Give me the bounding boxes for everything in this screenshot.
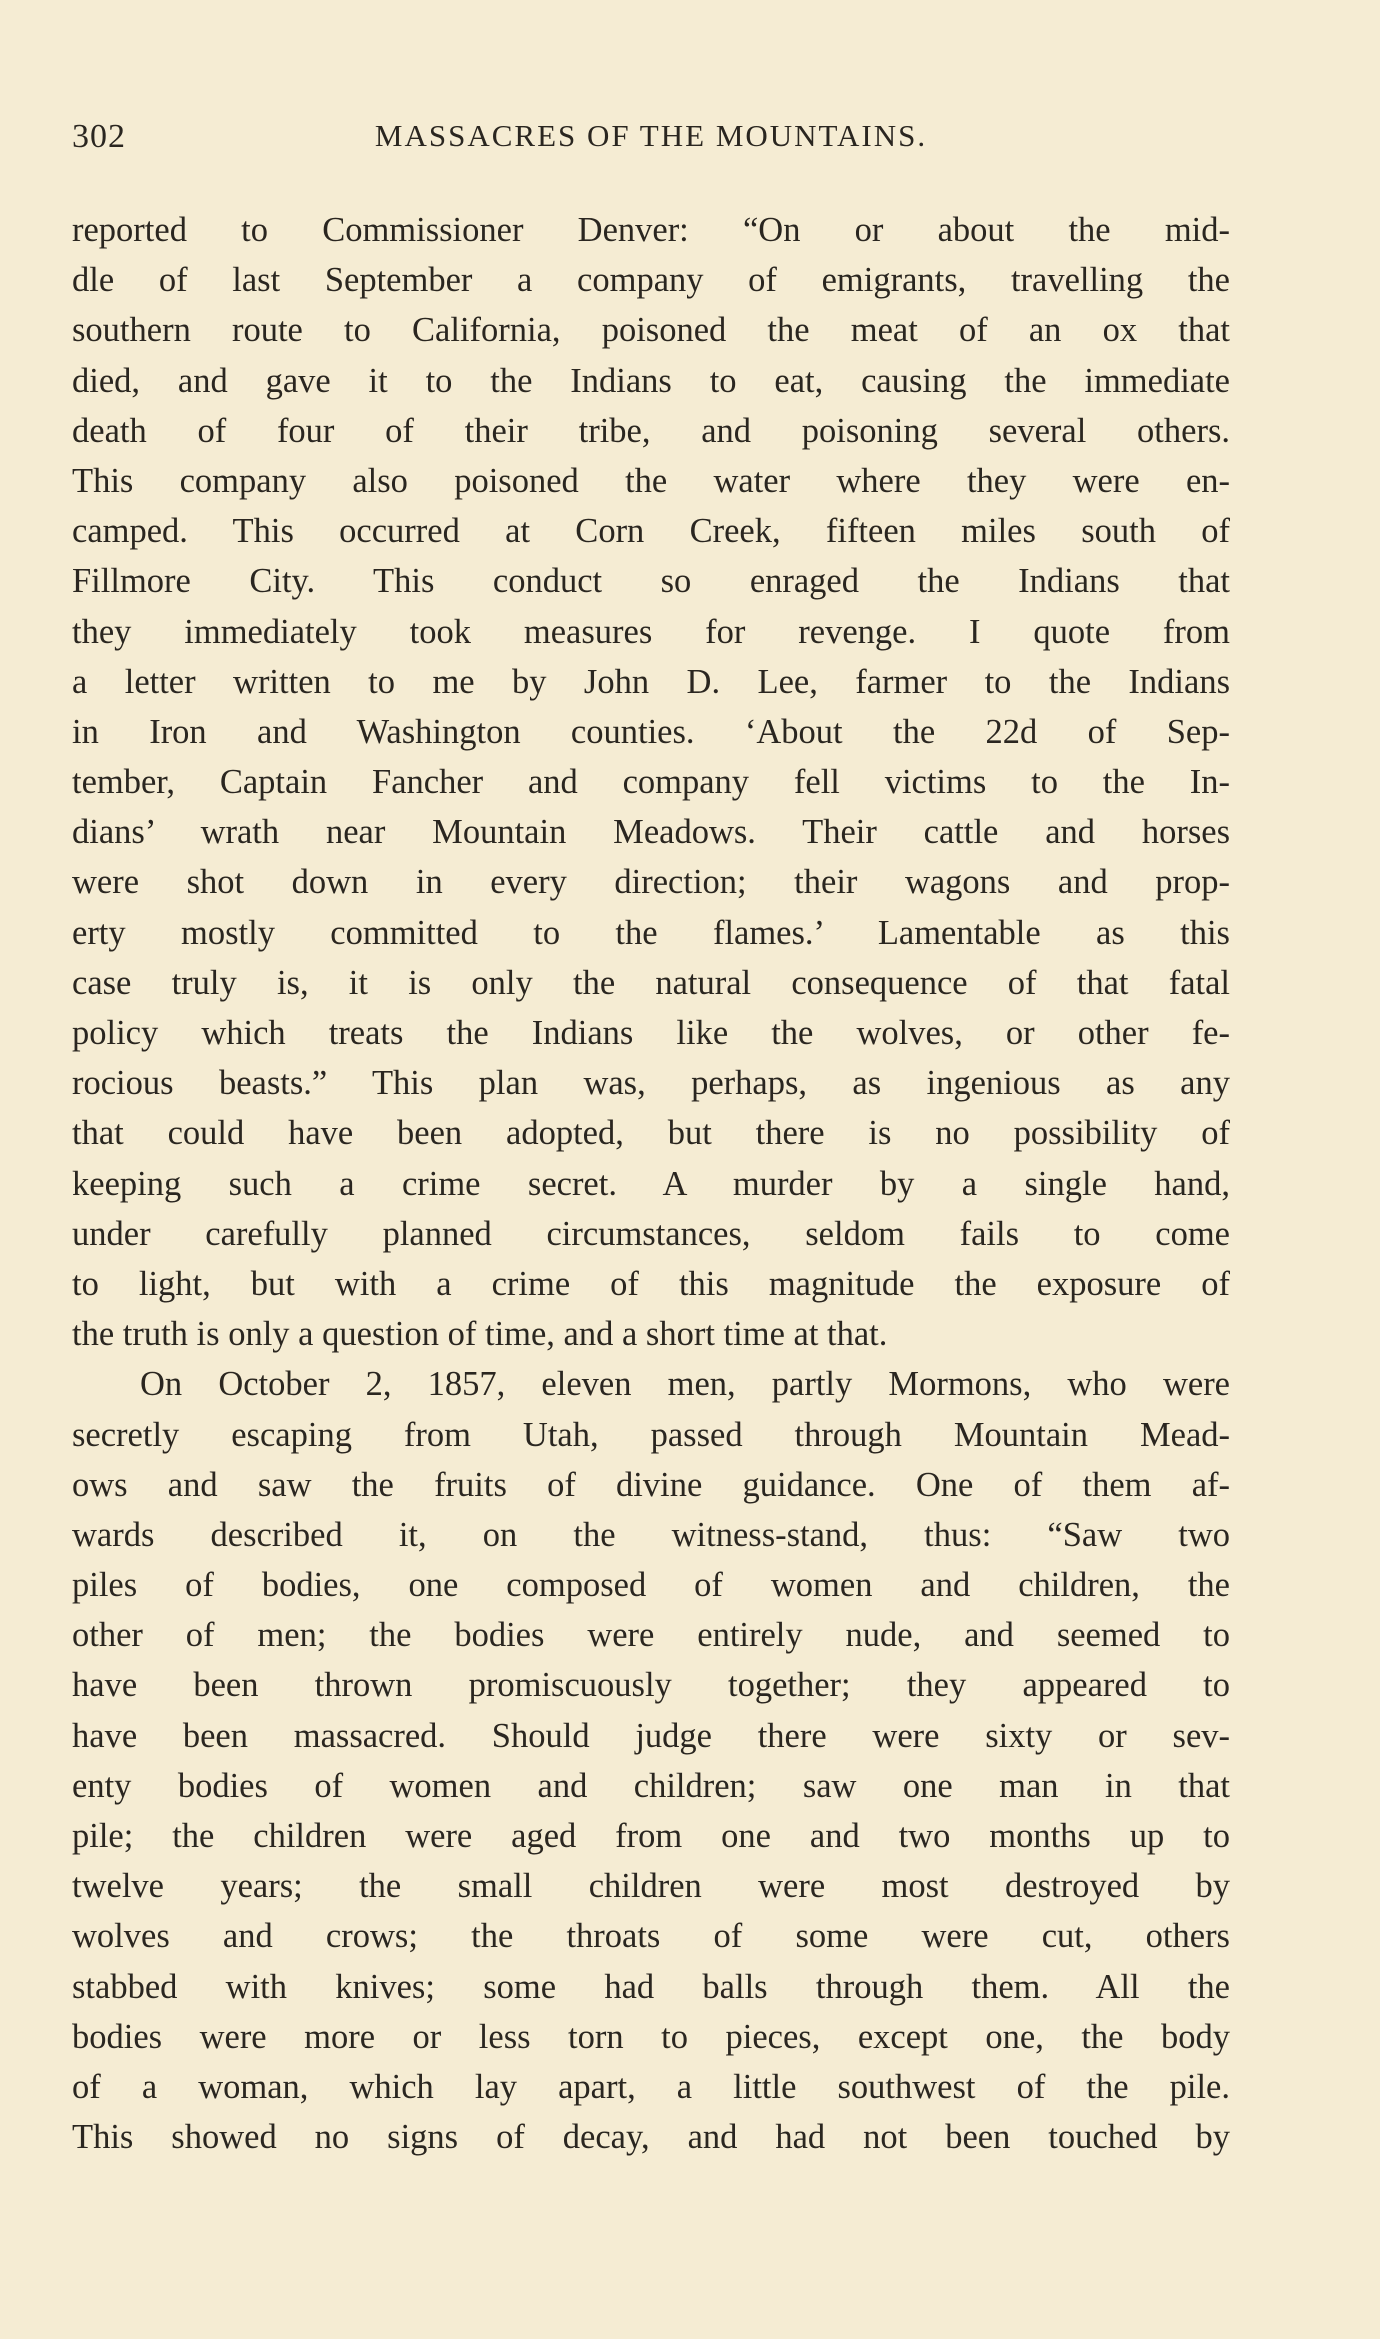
text-line: were shot down in every direction; their wagons and prop- — [72, 863, 1230, 902]
text-line: they immediately took measures for revenge. I quote from — [72, 612, 1230, 651]
text-line: twelve years; the small children were most destroyed by — [72, 1867, 1230, 1906]
paragraph-first-line: On October 2, 1857, eleven men, partly Mormons, who were — [140, 1365, 1230, 1404]
text-line: death of four of their tribe, and poisoning several others. — [72, 411, 1230, 450]
text-line: the truth is only a question of time, and a short time at that. — [72, 1315, 888, 1354]
text-line: stabbed with knives; some had balls through them. All the — [72, 1967, 1230, 2006]
text-line: reported to Commissioner Denver: “On or about the mid- — [72, 211, 1230, 249]
text-line: of a woman, which lay apart, a little southwest of the pile. — [72, 2067, 1230, 2106]
text-line: This showed no signs of decay, and had not been touched by — [72, 2118, 1230, 2157]
running-head — [72, 118, 1230, 168]
text-line: dians’ wrath near Mountain Meadows. Their cattle and horses — [72, 813, 1230, 852]
text-line: secretly escaping from Utah, passed through Mountain Mead- — [72, 1415, 1230, 1454]
text-line: pile; the children were aged from one and two months up to — [72, 1817, 1230, 1855]
text-line: ows and saw the fruits of divine guidance. One of them af- — [72, 1465, 1230, 1504]
page-number: 302 — [72, 118, 126, 155]
text-line: died, and gave it to the Indians to eat, causing the immediate — [72, 361, 1230, 400]
text-line: wards described it, on the witness-stand, thus: “Saw two — [72, 1515, 1230, 1554]
text-line: Fillmore City. This conduct so enraged the Indians that — [72, 562, 1230, 601]
text-line: in Iron and Washington counties. ‘About the 22d of Sep- — [72, 712, 1230, 751]
text-line: to light, but with a crime of this magnitude the exposure of — [72, 1264, 1230, 1303]
text-line: rocious beasts.” This plan was, perhaps, as ingenious as any — [72, 1064, 1230, 1103]
running-title: MASSACRES OF THE MOUNTAINS. — [374, 118, 928, 153]
text-line: keeping such a crime secret. A murder by a single hand, — [72, 1164, 1230, 1203]
text-line: piles of bodies, one composed of women and children, the — [72, 1566, 1230, 1605]
text-line: This company also poisoned the water where they were en- — [72, 461, 1230, 500]
text-line: have been thrown promiscuously together; they appeared to — [72, 1666, 1230, 1705]
body-text — [72, 205, 1230, 2162]
text-line: a letter written to me by John D. Lee, farmer to the Indians — [72, 662, 1230, 701]
text-line: have been massacred. Should judge there were sixty or sev- — [72, 1716, 1230, 1755]
text-line: under carefully planned circumstances, seldom fails to come — [72, 1214, 1230, 1253]
text-line: enty bodies of women and children; saw one man in that — [72, 1766, 1230, 1805]
text-line: dle of last September a company of emigrants, travelling the — [72, 261, 1230, 300]
text-line: tember, Captain Fancher and company fell victims to the In- — [72, 763, 1230, 802]
text-line: policy which treats the Indians like the wolves, or other fe- — [72, 1014, 1230, 1052]
text-line: other of men; the bodies were entirely nude, and seemed to — [72, 1616, 1230, 1655]
text-line: that could have been adopted, but there is no possibility of — [72, 1114, 1230, 1153]
text-line: wolves and crows; the throats of some were cut, others — [72, 1917, 1230, 1956]
text-line: southern route to California, poisoned the meat of an ox that — [72, 311, 1230, 350]
text-line: camped. This occurred at Corn Creek, fifteen miles south of — [72, 512, 1230, 551]
text-line: bodies were more or less torn to pieces, except one, the body — [72, 2017, 1230, 2056]
text-line: erty mostly committed to the flames.’ Lamentable as this — [72, 913, 1230, 952]
text-line: case truly is, it is only the natural consequence of that fatal — [72, 963, 1230, 1002]
